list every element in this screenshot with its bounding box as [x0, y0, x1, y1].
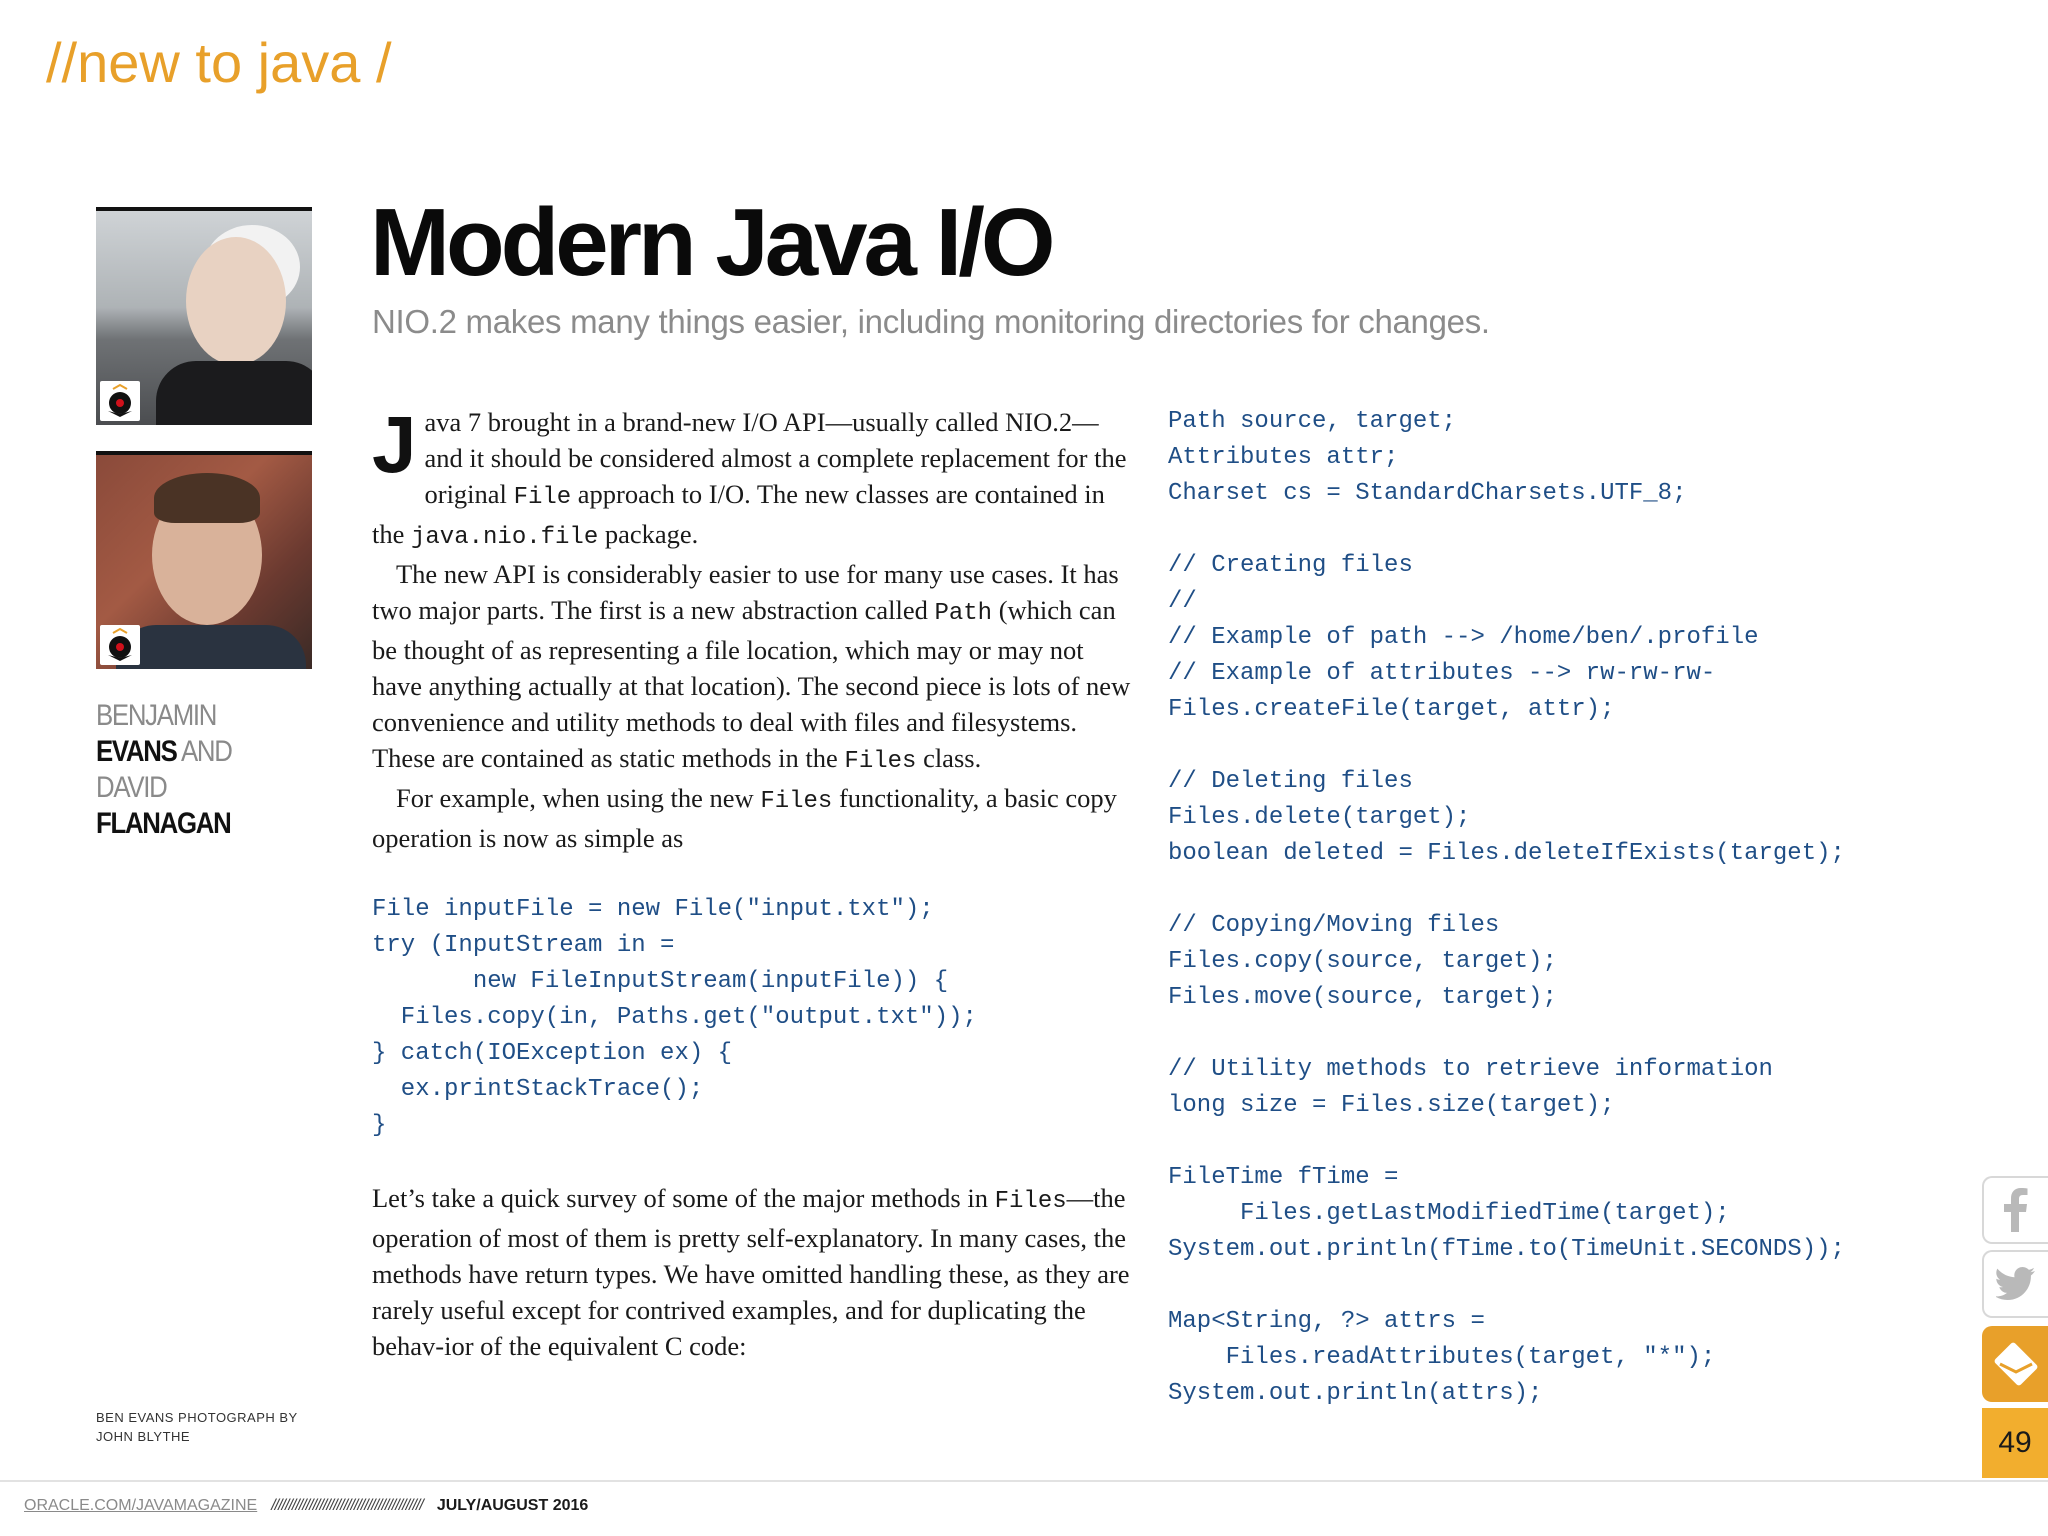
photo-credit: BEN EVANS PHOTOGRAPH BY JOHN BLYTHE	[96, 1410, 298, 1444]
author-byline: BENJAMIN EVANS AND DAVID FLANAGAN	[96, 699, 232, 840]
facebook-icon	[1999, 1188, 2033, 1232]
paragraph-2: The new API is considerably easier to use for many use cases. It has two major parts. The first is a new abstraction called Path (which can be thought of as representing a file location, which may or may not have anything actually at that location). The second piece is lots of new convenience and utility methods to deal with files and filesystems. These are contained as static methods in the Files class.	[372, 559, 1131, 775]
paragraph-4: Let’s take a quick survey of some of the major methods in Files—the operation of most of them is pretty self-explanatory. In many cases, the methods have return types. We have omitted handling these, as they are rarely useful except for contrived examples, and for duplicating the behav-ior of the equivalent C code:	[372, 1183, 1130, 1361]
footer-divider	[0, 1480, 2048, 1482]
twitter-share-button[interactable]	[1982, 1250, 2048, 1318]
article-title: Modern Java I/O	[370, 189, 1052, 296]
facebook-share-button[interactable]	[1982, 1176, 2048, 1244]
twitter-bird-icon	[1996, 1267, 2036, 1301]
drop-cap: J	[372, 400, 417, 489]
footer-slashes: ////////////////////////////////////////////	[271, 1497, 423, 1514]
article-subtitle: NIO.2 makes many things easier, including monitoring directories for changes.	[372, 303, 1490, 340]
email-share-button[interactable]	[1982, 1326, 2048, 1402]
issue-date: JULY/AUGUST 2016	[436, 1497, 589, 1514]
email-icon	[1994, 1342, 2038, 1386]
magazine-link[interactable]: ORACLE.COM/JAVAMAGAZINE	[24, 1497, 258, 1514]
section-tag: //new to java /	[46, 31, 392, 94]
article-body-right	[1168, 404, 1988, 1412]
java-champion-icon	[100, 625, 140, 665]
paragraph-3: For example, when using the new Files functionality, a basic copy operation is now as simple as	[372, 783, 1117, 853]
code-block-copy-example: File inputFile = new File("input.txt"); try (InputStream in = new FileInputStream(inputFile)) { Files.copy(in, Paths.get("output.txt")); } catch(IOException ex) { ex.printStackTrace(); }	[372, 896, 977, 1139]
java-champion-icon	[100, 381, 140, 421]
code-block-files-methods: Path source, target; Attributes attr; Charset cs = StandardCharsets.UTF_8; // Creating files // // Example of path --> /home/ben/.profile // Example of attributes --> rw-rw-rw- Files.createFile(target, attr); // Deleting files Files.delete(target); boolean deleted = Files.deleteIfExists(target); // Copying/Moving files Files.copy(source, target); Files.move(source, target); // Utility methods to retrieve information long size = Files.size(target); FileTime fTime = Files.getLastModifiedTime(target); System.out.println(fTime.to(TimeUnit.SECONDS)); Map<String, ?> attrs = Files.readAttributes(target, "*"); System.out.println(attrs);	[1168, 408, 1845, 1407]
footer	[24, 1494, 588, 1518]
author-photo-benjamin-evans	[96, 207, 312, 425]
article-body-left	[372, 400, 1132, 1364]
page-number: 49	[1982, 1408, 2048, 1478]
author-photo-david-flanagan	[96, 451, 312, 669]
paragraph-1: Java 7 brought in a brand-new I/O API—usually called NIO.2—and it should be considered almost a complete replacement for the original File approach to I/O. The new classes are contained in the java.nio.file package.	[372, 400, 1127, 551]
